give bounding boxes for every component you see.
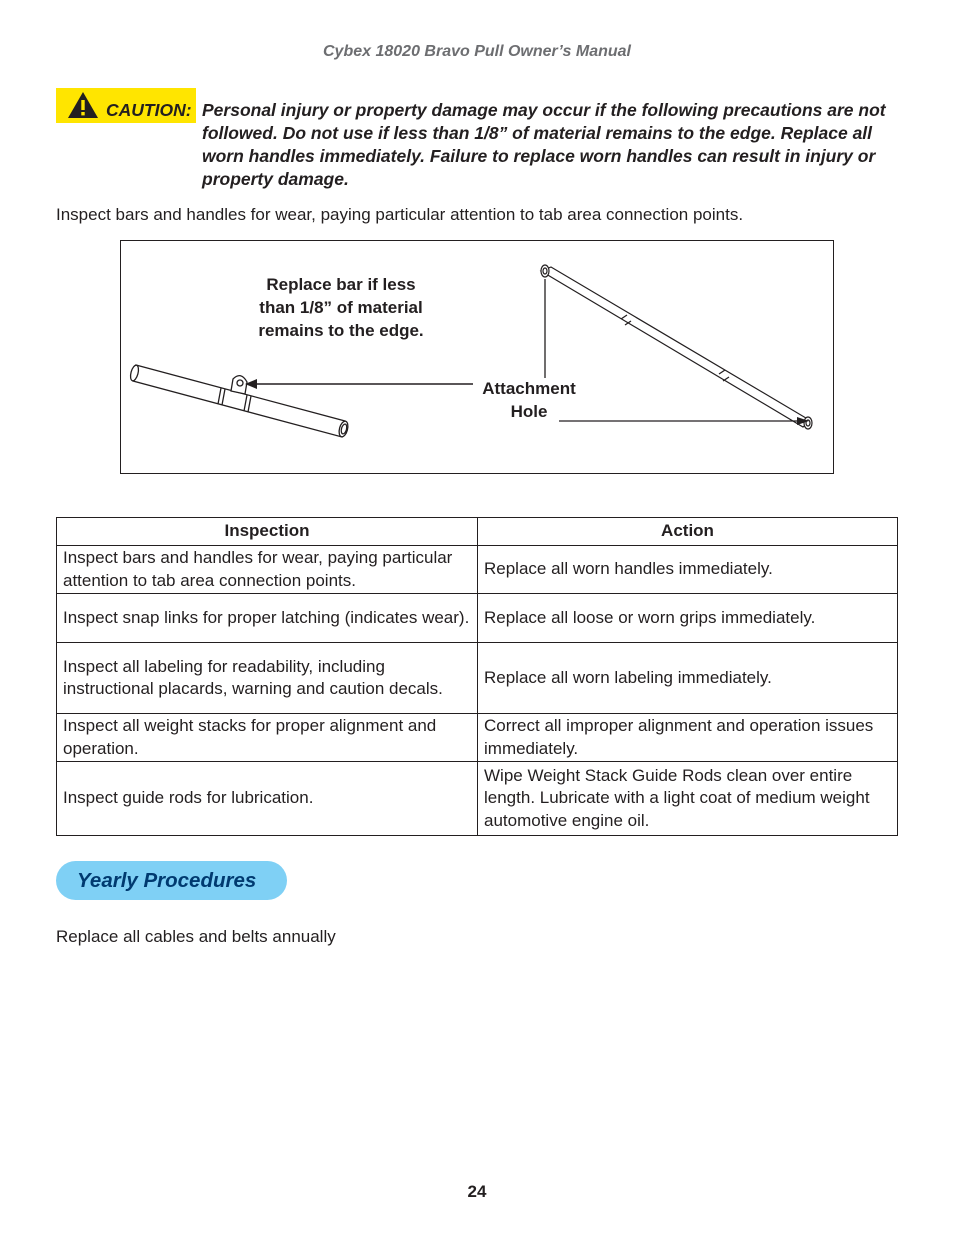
inspection-cell: Inspect guide rods for lubrication. xyxy=(57,762,478,836)
inspection-cell: Inspect bars and handles for wear, paying particular attention to tab area connection points. xyxy=(57,546,478,594)
page-number: 24 xyxy=(467,1182,487,1201)
action-cell: Correct all improper alignment and operation issues immediately. xyxy=(478,714,898,762)
action-header: Action xyxy=(478,518,898,546)
yearly-text: Replace all cables and belts annually xyxy=(56,927,336,946)
inspection-table xyxy=(56,517,898,836)
table-row xyxy=(57,594,898,643)
attachment-label-line-1: Attachment xyxy=(482,379,576,398)
intro-text: Inspect bars and handles for wear, paying particular attention to tab area connection points. xyxy=(56,205,744,224)
caution-label: CAUTION: xyxy=(106,100,192,120)
action-cell: Replace all loose or worn grips immediately. xyxy=(478,594,898,643)
caution-badge xyxy=(56,88,196,123)
section-heading-yearly xyxy=(56,861,287,900)
caution-text: Personal injury or property damage may occur if the following precautions are not followed. Do not use if less than 1/8” of material remains to the edge. Replace all worn handles immediately. Failure to replace worn handles can result in injury or property damage. xyxy=(202,100,886,189)
table-row xyxy=(57,714,898,762)
attachment-hole-label xyxy=(469,377,589,423)
replace-label-line-1: Replace bar if less xyxy=(266,275,416,294)
table-header-row xyxy=(57,518,898,546)
action-cell: Replace all worn handles immediately. xyxy=(478,546,898,594)
header-title: Cybex 18020 Bravo Pull Owner’s Manual xyxy=(323,43,631,60)
replace-label-line-2: than 1/8” of material xyxy=(259,298,423,317)
handle-illustration xyxy=(121,241,835,475)
action-cell: Wipe Weight Stack Guide Rods clean over entire length. Lubricate with a light coat of medium weight automotive engine oil. xyxy=(478,762,898,836)
action-cell: Replace all worn labeling immediately. xyxy=(478,643,898,714)
replace-label-line-3: remains to the edge. xyxy=(258,321,424,340)
table-row xyxy=(57,762,898,836)
table-row xyxy=(57,546,898,594)
handle-diagram xyxy=(120,240,834,474)
table-row xyxy=(57,643,898,714)
inspection-header: Inspection xyxy=(57,518,478,546)
inspection-cell: Inspect all labeling for readability, including instructional placards, warning and caution decals. xyxy=(57,643,478,714)
replace-bar-label xyxy=(241,273,441,342)
warning-icon xyxy=(66,90,100,120)
inspection-cell: Inspect snap links for proper latching (indicates wear). xyxy=(57,594,478,643)
inspection-cell: Inspect all weight stacks for proper alignment and operation. xyxy=(57,714,478,762)
section-title: Yearly Procedures xyxy=(77,869,257,892)
attachment-label-line-2: Hole xyxy=(510,402,548,421)
